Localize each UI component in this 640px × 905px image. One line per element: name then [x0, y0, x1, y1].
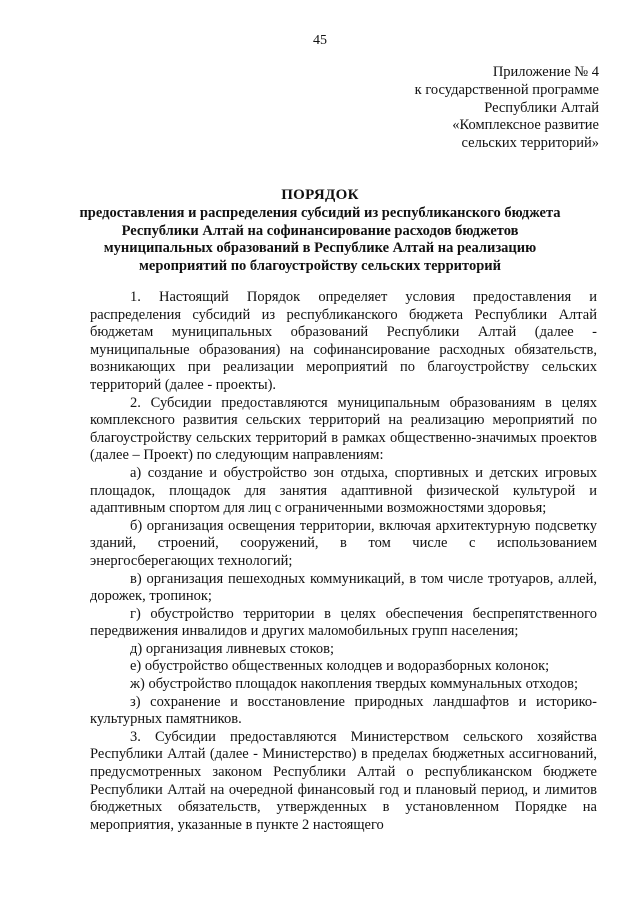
- list-item-b: б) организация освещения территории, включая архитектурную подсветку зданий, строений, сооружений, в том числе с использованием энергосберегающих технологий;: [90, 517, 597, 569]
- list-item-zh: ж) обустройство площадок накопления твердых коммунальных отходов;: [130, 676, 578, 693]
- appendix-line: Приложение № 4: [492, 64, 599, 80]
- document-title: ПОРЯДОК: [281, 187, 359, 203]
- subtitle-line: Республики Алтай на софинансирование расходов бюджетов: [121, 222, 519, 239]
- appendix-line: Республики Алтай: [484, 99, 599, 116]
- list-item-d: д) организация ливневых стоков;: [130, 640, 334, 657]
- document-body: [90, 289, 597, 834]
- list-item-z: з) сохранение и восстановление природных ландшафтов и историко-культурных памятников.: [90, 693, 597, 728]
- appendix-line: сельских территорий»: [461, 135, 599, 152]
- appendix-line: «Комплексное развитие: [452, 117, 599, 134]
- page-number: 45: [313, 33, 327, 48]
- list-item-a: а) создание и обустройство зон отдыха, спортивных и детских игровых площадок, площадок для занятия адаптивной физической культурой и адаптивным спортом для лиц с ограниченными возможностями здоровья;: [90, 464, 597, 517]
- paragraph-1: 1. Настоящий Порядок определяет условия предоставления и распределения субсидий из республиканского бюджета Республики Алтай бюджетам муниципальных образований Республики Алтай (далее - муниципальные образования) на софинансирование расходных обязательств, возникающих при реализации мероприятий по благоустройству сельских территорий (далее - проекты).: [90, 289, 597, 393]
- subtitle-line: предоставления и распределения субсидий из республиканского бюджета: [79, 205, 561, 221]
- appendix-line: к государственной программе: [414, 81, 599, 98]
- appendix-note: [349, 64, 599, 153]
- paragraph-2: 2. Субсидии предоставляются муниципальным образованиям в целях комплексного развития сельских территорий на реализацию мероприятий по благоустройству сельских территорий в рамках общественно-значимых проектов (далее – Проект) по следующим направлениям:: [90, 394, 597, 464]
- paragraph-3: 3. Субсидии предоставляются Министерством сельского хозяйства Республики Алтай (далее - Министерство) в пределах бюджетных ассигнований, предусмотренных законом Республики Алтай о республиканском бюджете Республики Алтай на очередной финансовый год и плановый период, и лимитов бюджетных обязательств, утвержденных в установленном Порядке на мероприятия, указанные в пункте 2 настоящего: [90, 728, 597, 833]
- subtitle-line: мероприятий по благоустройству сельских территорий: [139, 257, 501, 274]
- document-subtitle: [0, 205, 640, 275]
- subtitle-line: муниципальных образований в Республике Алтай на реализацию: [103, 240, 537, 257]
- list-item-e: е) обустройство общественных колодцев и водоразборных колонок;: [130, 658, 550, 675]
- list-item-v: в) организация пешеходных коммуникаций, в том числе тротуаров, аллей, дорожек, тропинок;: [90, 570, 597, 605]
- list-item-g: г) обустройство территории в целях обеспечения беспрепятственного передвижения инвалидов и других маломобильных групп населения;: [90, 605, 597, 640]
